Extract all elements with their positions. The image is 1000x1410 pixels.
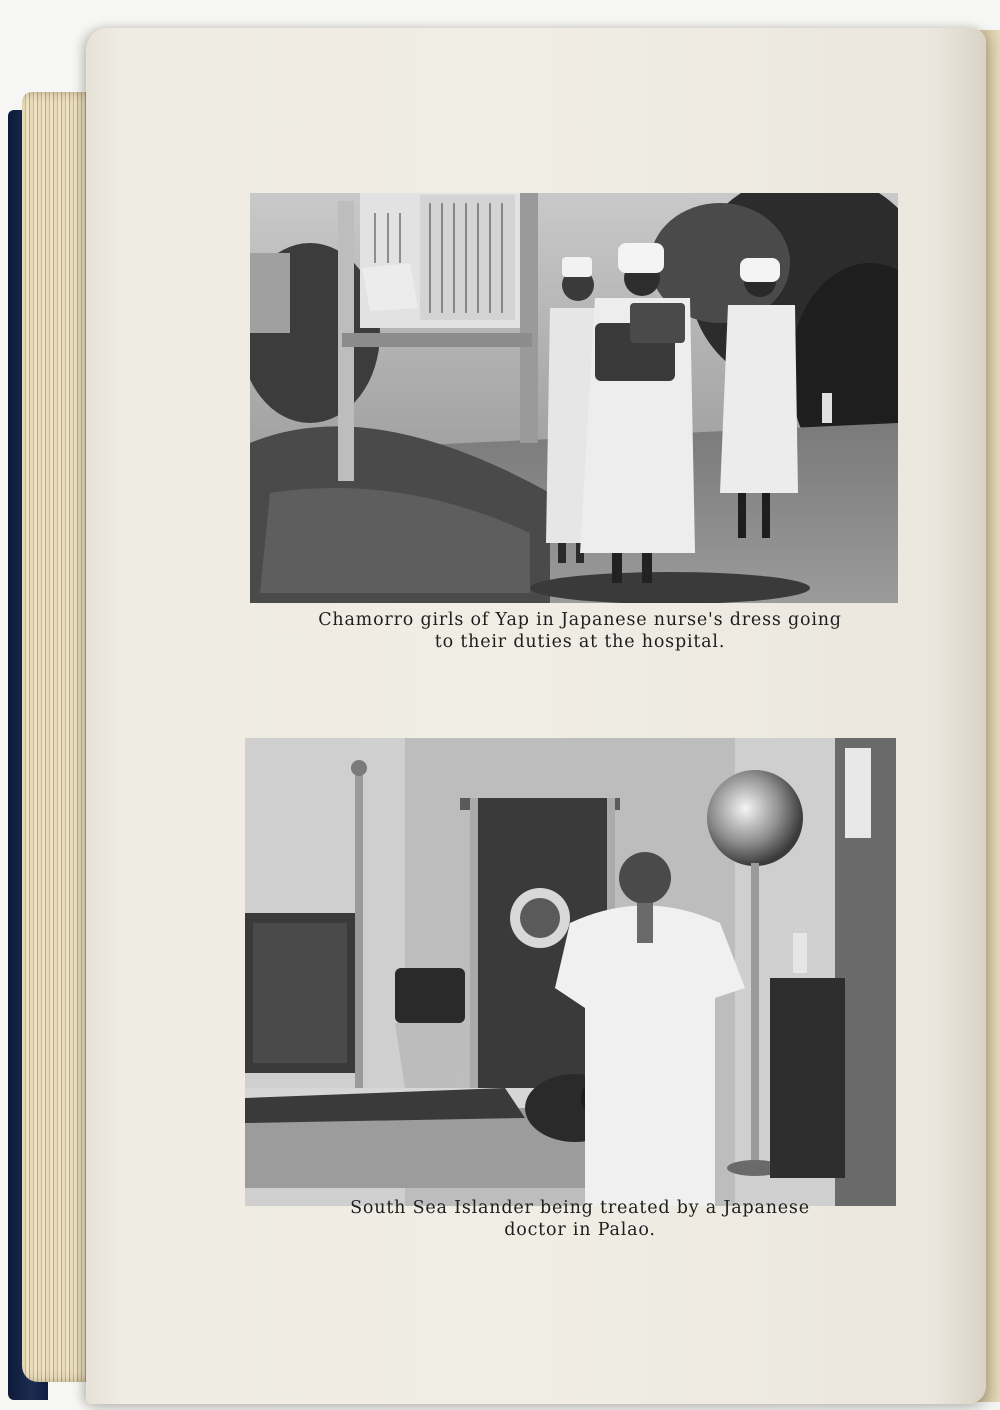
doctor-caption [255, 1197, 905, 1241]
nurses-caption [260, 609, 900, 653]
caption-2-line-1: South Sea Islander being treated by a Japanese [350, 1198, 810, 1218]
caption-2-line-2: doctor in Palao. [504, 1220, 656, 1240]
caption-1-line-1: Chamorro girls of Yap in Japanese nurse's dress going [318, 610, 842, 630]
caption-1-line-2: to their duties at the hospital. [434, 632, 726, 652]
doctor-photo [245, 738, 896, 1206]
nurses-photo [250, 193, 898, 603]
